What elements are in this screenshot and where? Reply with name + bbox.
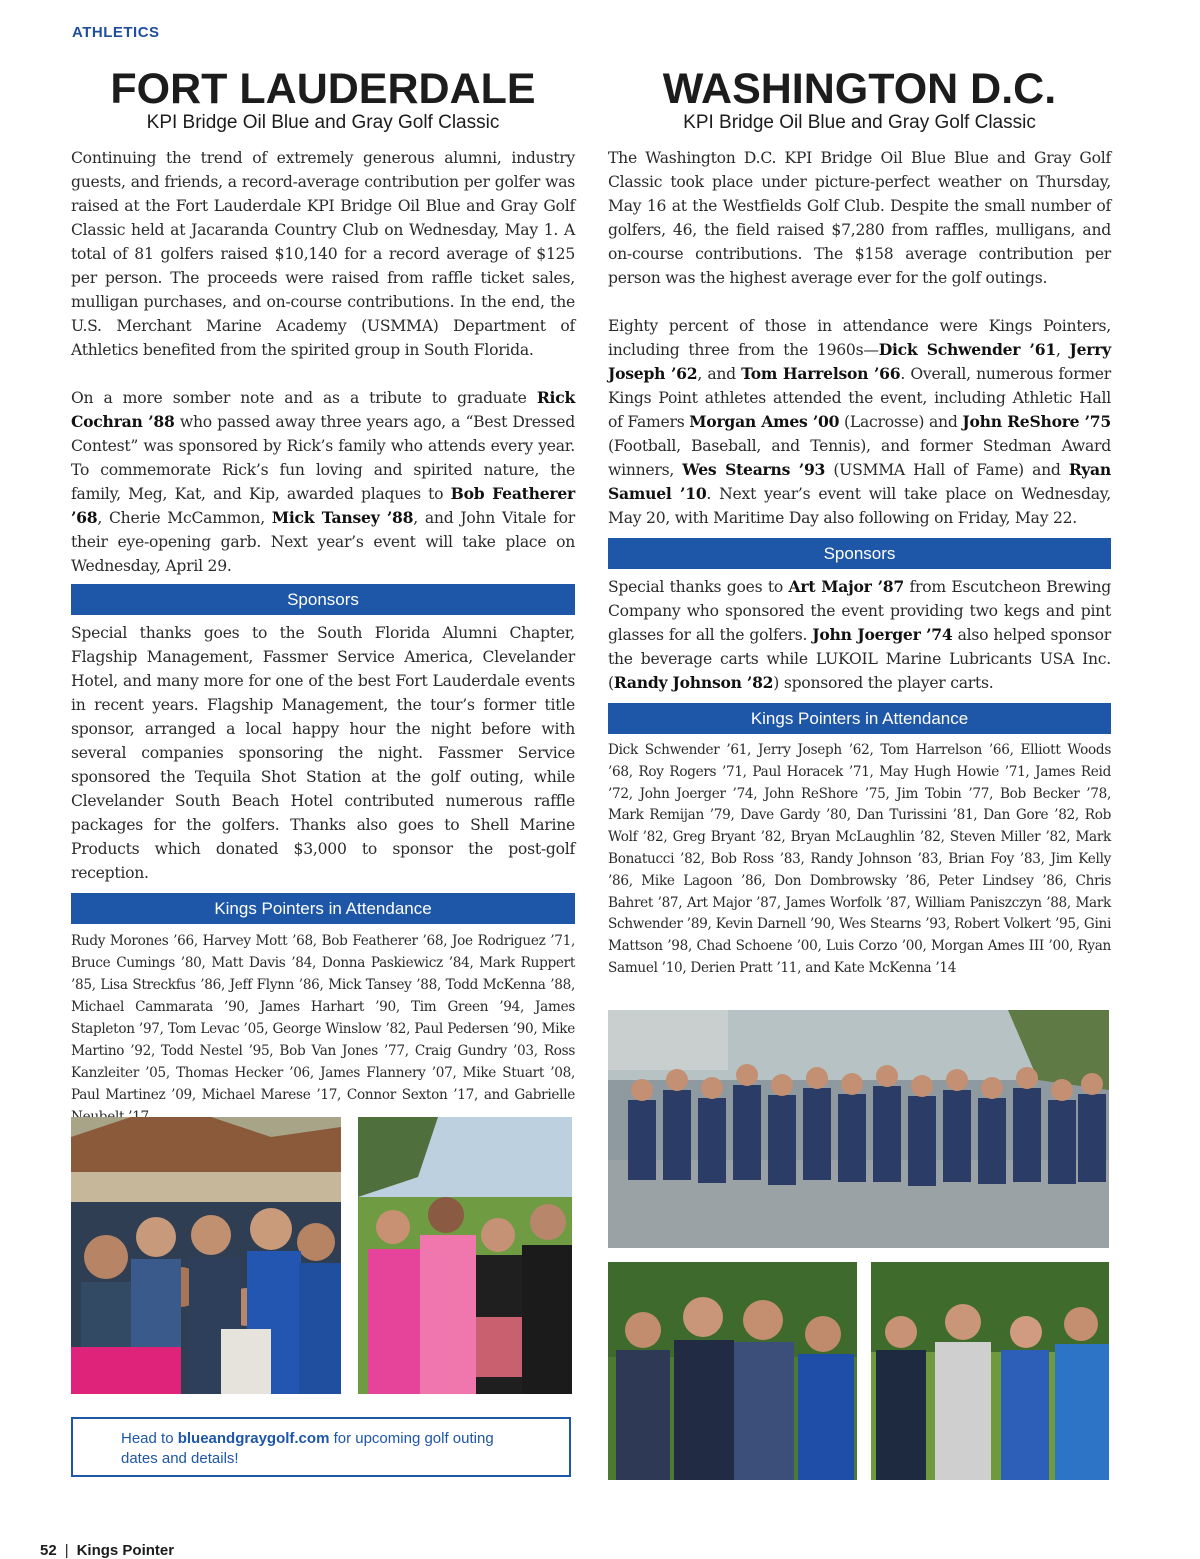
- publication-name: Kings Pointer: [76, 1542, 175, 1559]
- photo-washington-four-a: [608, 1262, 857, 1480]
- right-attendance-heading: Kings Pointers in Attendance: [608, 703, 1111, 734]
- photo-illustration: [608, 1262, 857, 1480]
- website-callout: Head to blueandgraygolf.com for upcoming golf outing dates and details!: [71, 1417, 571, 1477]
- photo-illustration: [358, 1117, 572, 1394]
- left-sponsors-heading: Sponsors: [71, 584, 575, 615]
- right-column: [608, 66, 1111, 980]
- right-sponsors-heading: Sponsors: [608, 538, 1111, 569]
- footer-separator: |: [64, 1542, 69, 1559]
- photo-illustration: [608, 1010, 1109, 1248]
- right-attendance-list: Dick Schwender ’61, Jerry Joseph ’62, Tom Harrelson ’66, Elliott Woods ’68, Roy Rogers ’71, Paul Horacek ’71, May Hugh Howie ’71, James Reid ’72, John Joerger ’74, John ReShore ’75, Jim Tobin ’77, Bob Becker ’78, Mark Remijan ’79, Dave Gardy ’80, Dan Turissini ’81, Dan Gore ’82, Rob Wolf ’82, Greg Bryant ’82, Bryan McLaughlin ’82, Steven Miller ’82, Mark Bonatucci ’82, Bob Ross ’83, Randy Johnson ’83, Brian Foy ’83, Jim Kelly ’86, Mike Lagoon ’86, Don Dombrowsky ’86, Peter Lindsey ’86, Chris Bahret ’87, Art Major ’87, James Worfolk ’87, William Paniszczyn ’88, Mark Schwender ’89, Kevin Darnell ’90, Wes Stearns ’93, Robert Volkert ’95, Gini Mattson ’98, Chad Schoene ’00, Luis Corzo ’00, Morgan Ames III ’00, Ryan Samuel ’10, Derien Pratt ’11, and Kate McKenna ’14: [608, 742, 1111, 976]
- left-title: FORT LAUDERDALE: [110, 65, 536, 113]
- photo-fort-lauderdale-four: [358, 1117, 572, 1394]
- right-title: WASHINGTON D.C.: [662, 65, 1057, 113]
- photo-fort-lauderdale-group: [71, 1117, 341, 1394]
- website-link[interactable]: blueandgraygolf.com: [177, 1430, 330, 1447]
- photo-washington-group: [608, 1010, 1109, 1248]
- alumni-name: Mick Tansey ’88: [271, 508, 414, 527]
- left-column: [71, 66, 575, 1128]
- right-paragraph-1: The Washington D.C. KPI Bridge Oil Blue Blue and Gray Golf Classic took place under picture-perfect weather on Thursday, May 16 at the Westfields Golf Club. Despite the small number of golfers, 46, the field raised $7,280 from raffles, mulligans, and on-course contributions. The $158 average contribution per person was the highest average ever for the golf outings.: [608, 149, 1111, 287]
- left-paragraph-1: Continuing the trend of extremely generous alumni, industry guests, and friends, a record-average contribution per golfer was raised at the Fort Lauderdale KPI Bridge Oil Blue and Gray Golf Classic held at Jacaranda Country Club on Wednesday, May 1. A total of 81 golfers raised $10,140 for a record average of $125 per person. The proceeds were raised from raffle ticket sales, mulligan purchases, and on-course contributions. In the end, the U.S. Merchant Marine Academy (USMMA) Department of Athletics benefited from the spirited group in South Florida.: [71, 149, 575, 359]
- photo-illustration: [871, 1262, 1109, 1480]
- left-attendance-list: Rudy Morones ’66, Harvey Mott ’68, Bob Featherer ’68, Joe Rodriguez ’71, Bruce Cumings ’80, Matt Davis ’84, Donna Paskiewicz ’84, Mark Ruppert ’85, Lisa Streckfus ’86, Jeff Flynn ’86, Mick Tansey ’88, Todd McKenna ’88, Michael Cammarata ’90, James Harhart ’90, Tim Green ’94, James Stapleton ’97, Tom Levac ’05, George Winslow ’82, Paul Pedersen ’90, Mike Martino ’92, Todd Nestel ’95, Bob Van Jones ’77, Craig Gundry ’03, Ross Kanzleiter ’05, Thomas Hecker ’06, James Flannery ’07, Mike Stuart ’08, Paul Martinez ’09, Michael Marese ’17, Connor Sexton ’17, and Gabrielle: [71, 933, 575, 1103]
- alumni-name: Rick Cochran ’88: [71, 388, 575, 431]
- page-footer: [40, 1542, 174, 1559]
- left-paragraph-2: On a more somber note and as a tribute to graduate Rick Cochran ’88 who passed away three years ago, a “Best Dressed Contest” was sponsored by Rick’s family who attends every year. To commemorate Rick’s fun loving and spirited nature, the family, Meg, Kat, and Kip, awarded plaques to Bob Featherer ’68, Cherie McCammon, Mick Tansey ’88, and John Vitale for their eye-opening garb. Next year’s event will take place on Wednesday, April 29.: [71, 388, 575, 575]
- left-attendance-heading: Kings Pointers in Attendance: [71, 893, 575, 924]
- photo-washington-four-b: [871, 1262, 1109, 1480]
- page-number: 52: [40, 1542, 57, 1559]
- photo-illustration: [71, 1117, 341, 1394]
- section-tag: ATHLETICS: [72, 24, 160, 41]
- right-paragraph-2: Eighty percent of those in attendance were Kings Pointers, including three from the 1960s—Dick Schwender ’61, Jerry Joseph ’62, and Tom Harrelson ’66. Overall, numerous former Kings Point athletes attended the event, including Athletic Hall of Famers Morgan Ames ’00 (Lacrosse) and John ReShore ’75 (Football, Baseball, and Tennis), and former Stedman Award winners, Wes Stearns ’93 (USMMA Hall of Fame) and Ryan Samuel ’10. Next year’s event will take place on Wednesday, May 20, with Maritime Day also following on Friday, May 22.: [608, 317, 1112, 527]
- alumni-name: Bob Featherer ’68: [71, 484, 575, 527]
- left-subtitle: KPI Bridge Oil Blue and Gray Golf Classic: [146, 112, 500, 133]
- right-subtitle: KPI Bridge Oil Blue and Gray Golf Classic: [683, 112, 1036, 133]
- right-sponsors-text: Special thanks goes to Art Major ’87 from Escutcheon Brewing Company who sponsored the event providing two kegs and pint glasses for all the golfers. John Joerger ’74 also helped sponsor the beverage carts while LUKOIL Marine Lubricants USA Inc. (Randy Johnson ’82) sponsored the player carts.: [608, 577, 1111, 692]
- left-sponsors-text: Special thanks goes to the South Florida Alumni Chapter, Flagship Management, Fassmer Service America, Clevelander Hotel, and many more for one of the best Fort Lauderdale events in recent years. Flagship Management, the tour’s former title sponsor, arranged a local happy hour the night before with several companies sponsoring the night. Fassmer Service sponsored the Tequila Shot Station at the golf outing, while Clevelander South Beach Hotel contributed numerous raffle packages for the golfers. Thanks also goes to Shell Marine Products which donated $3,000 to sponsor the post-golf reception.: [71, 624, 575, 882]
